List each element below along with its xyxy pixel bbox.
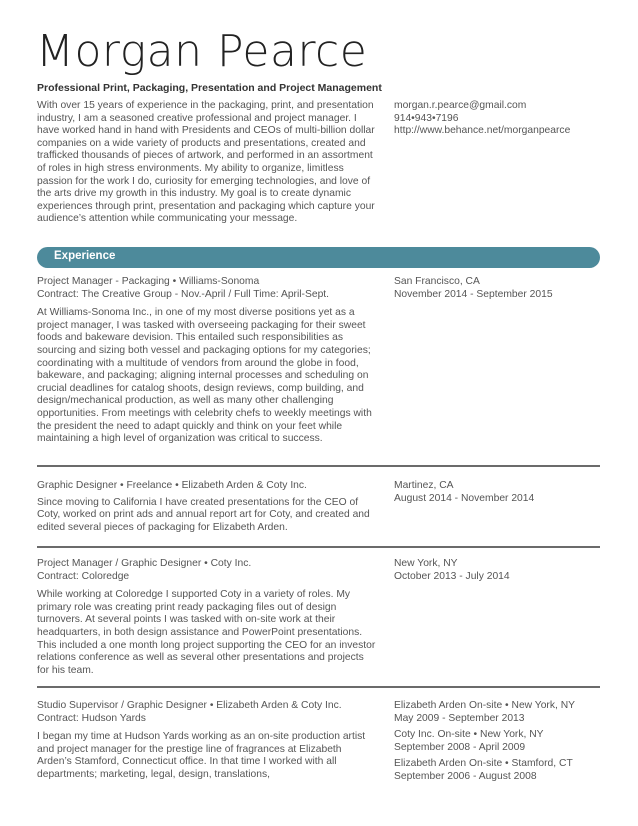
candidate-name: Morgan Pearce	[36, 26, 368, 77]
job-dates: November 2014 - September 2015	[394, 288, 553, 300]
job-location: New York, NY	[394, 558, 458, 569]
job-description: While working at Coloredge I supported Coty in a variety of roles. My primary role was creating print ready packaging files out of design turnovers. At several points I was tasked with on-site work at their headquarters, in both design assistance and PowerPoint presentations. This included a one month long project supporting the CEO for an investor relations conference as well as several other presentations and projects for his team.	[37, 589, 376, 676]
job-description: At Williams-Sonoma Inc., in one of my most diverse positions yet as a project manager, I was tasked with overseeing packaging for their sweet foods and bakeware devision. This entailed such responsibilities as sourcing and sizing both vessel and packaging options for my categories; coordinating with a multitude of vendors from around the globe in food, bakeware, and packaging; aligning internal processes and scheduling on crucial deadlines for catalog shoots, design reviews, comp building, and design/mechanical production, as well as many other challenging opportunities. From meetings with celebrity chefs to weekly meetings with the president the need to adapt quickly and think on your feet while maintaining a high level of organization was critical to success.	[37, 307, 372, 445]
job-dates: October 2013 - July 2014	[394, 570, 510, 582]
job-contract: Contract: Hudson Yards	[37, 712, 146, 724]
contact-website[interactable]: http://www.behance.net/morganpearce	[394, 125, 571, 137]
job-title: Project Manager / Graphic Designer • Coty Inc.	[37, 558, 252, 569]
job-location: Elizabeth Arden On-site • New York, NY	[394, 700, 576, 711]
job-description: Since moving to California I have created presentations for the CEO of Coty, worked on print ads and annual report art for Coty, and created and edited several pieces of packaging for Elizabeth Arden.	[37, 496, 370, 533]
job-location: Elizabeth Arden On-site • Stamford, CT	[394, 758, 573, 770]
job-location: San Francisco, CA	[394, 276, 480, 287]
job-dates: May 2009 - September 2013	[394, 712, 525, 724]
job-dates: August 2014 - November 2014	[394, 492, 535, 504]
job-title: Studio Supervisor / Graphic Designer • Elizabeth Arden & Coty Inc.	[37, 700, 342, 711]
job-contract: Contract: The Creative Group - Nov.-April / Full Time: April-Sept.	[37, 288, 330, 300]
job-location: Coty Inc. On-site • New York, NY	[394, 729, 544, 741]
job-title: Graphic Designer • Freelance • Elizabeth Arden & Coty Inc.	[37, 480, 307, 491]
job-location: Martinez, CA	[394, 480, 454, 491]
section-divider	[37, 546, 600, 548]
job-description: I began my time at Hudson Yards working as an on-site production artist and project manager for the prestige line of fragrances at Elizabeth Arden’s Stamford, Connecticut office. In that time I worked with all departments; marketing, legal, design, translations,	[37, 731, 366, 780]
professional-subtitle: Professional Print, Packaging, Presentation and Project Management	[37, 82, 382, 94]
job-dates: September 2006 - August 2008	[394, 770, 537, 782]
summary-paragraph: With over 15 years of experience in the packaging, print, and presentation industry, I am a seasoned creative professional and project manager. I have worked hand in hand with Presidents and CEOs of multi-billion dollar companies on a wide variety of products and presentations, created and trafficked thousands of pieces of artwork, and performed in an assortment of roles in high stress environments. My ability to organize, limitless passion for the work I do, curiosity for emerging technologies, and love of the arts drive my growth in this industry. My goal is to create dynamic experiences through print, presentation and packaging which capture your audience’s attention while communicating your message.	[37, 100, 375, 225]
section-divider	[37, 686, 600, 688]
contact-email[interactable]: morgan.r.pearce@gmail.com	[394, 100, 527, 111]
experience-section-header	[37, 247, 600, 268]
job-dates: September 2008 - April 2009	[394, 741, 526, 753]
job-contract: Contract: Coloredge	[37, 570, 130, 582]
contact-phone: 914•943•7196	[394, 112, 459, 124]
experience-label: Experience	[54, 250, 116, 262]
section-divider	[37, 465, 600, 467]
contact-block	[394, 100, 570, 138]
job-title: Project Manager - Packaging • Williams-Sonoma	[37, 276, 260, 287]
